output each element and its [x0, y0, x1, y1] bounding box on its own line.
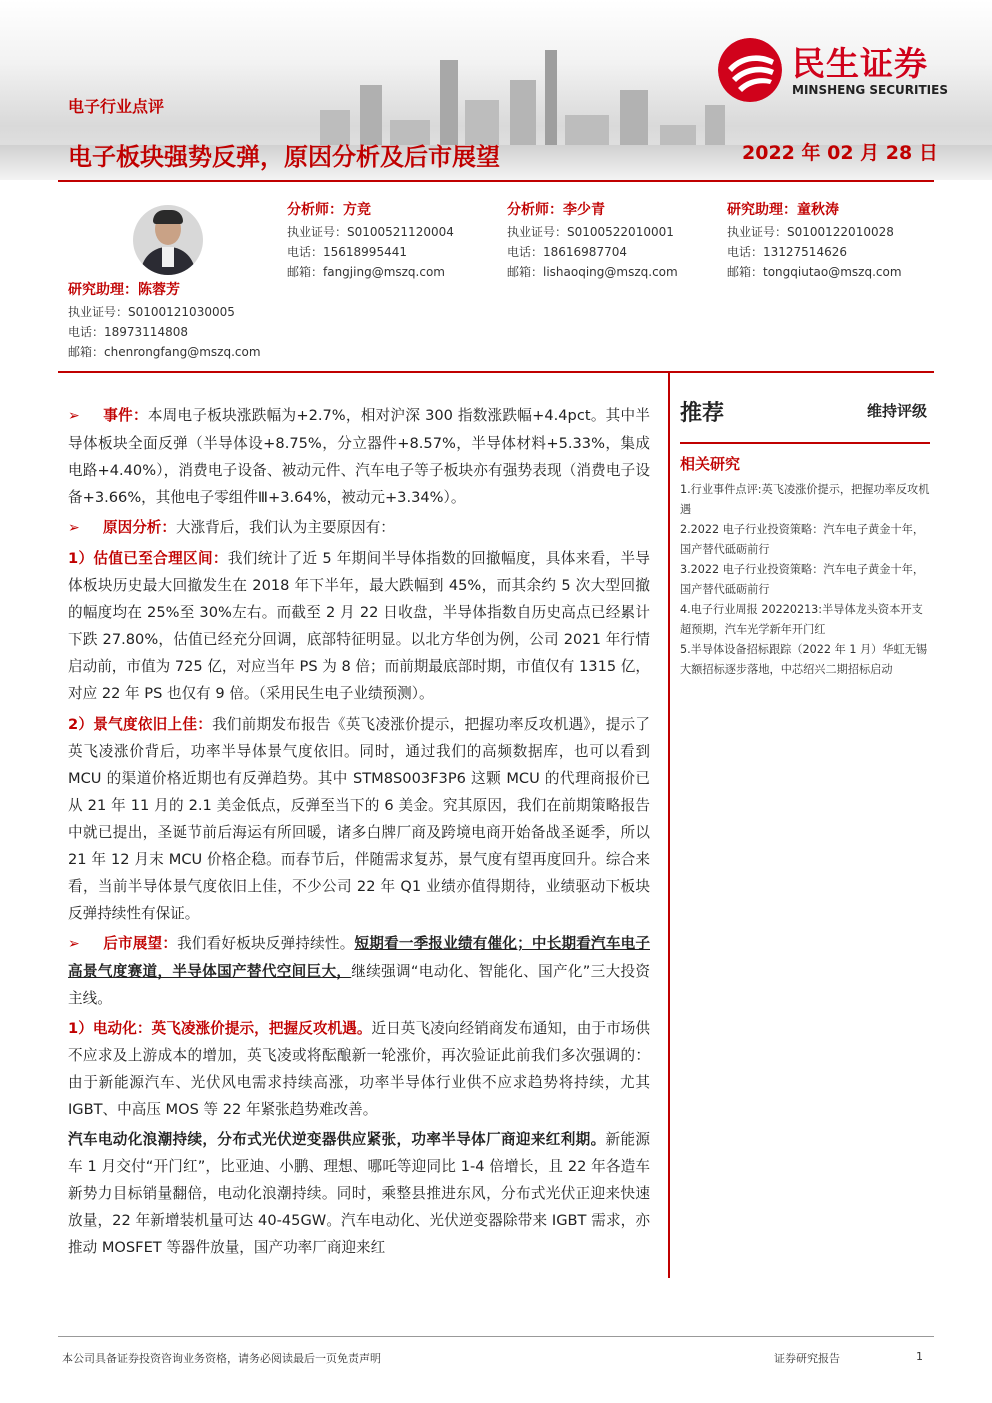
logo-english-text: MINSHENG SECURITIES	[792, 83, 948, 97]
analyst-name: 分析师：方竞	[287, 202, 371, 218]
paragraph-text: 我们统计了近 5 年期间半导体指数的回撤幅度，具体来看，半导体板块历史最大回撤发生在 2018 年下半年，最大跌幅到 45%，而其余约 5 次大型回撤的幅度均在 25%至 30%左右。而截至 2 月 22 日收盘，半导体指数自历史高点已经累计下跌 27.80%，估值已经充分回调，底部特征明显。以北方华创为例，公司 2021 年行情启动前，市值为 725 亿，对应当年 PS 为 8 倍；而前期最底部时期，市值仅有 1315 亿，对应 22 年 PS 也仅有 9 倍。（采用民生电子业绩预测）。	[68, 550, 650, 702]
analyst-phone: 电话：15618995441	[287, 245, 407, 259]
section-label: 原因分析：	[103, 519, 176, 536]
paragraph-prosperity	[68, 711, 650, 927]
arrow-bullet-icon: ➢	[68, 936, 80, 952]
paragraph-text: 大涨背后，我们认为主要原因有：	[175, 519, 395, 536]
analyst-avatar	[133, 205, 203, 275]
sidebar-divider	[680, 442, 930, 444]
section-label: 2）景气度依旧上佳：	[68, 716, 213, 733]
section-label: 后市展望：	[103, 935, 178, 952]
analyst-name: 分析师：李少青	[507, 202, 605, 218]
rating-status: 维持评级	[866, 402, 927, 420]
report-date: 2022 年 02 月 28 日	[742, 142, 938, 164]
analyst-card	[507, 199, 678, 282]
analyst-phone: 电话：18973114808	[68, 325, 188, 339]
report-body	[68, 402, 650, 1264]
analyst-card	[287, 199, 454, 282]
analyst-email: 邮箱：lishaoqing@mszq.com	[507, 265, 678, 279]
related-research-item[interactable]: 2.2022 电子行业投资策略：汽车电子黄金十年，国产替代砥砺前行	[680, 523, 925, 556]
paragraph-outlook	[68, 930, 650, 1012]
footer-report-type: 证券研究报告	[774, 1352, 840, 1365]
related-research-item[interactable]: 5.半导体设备招标跟踪（2022 年 1 月）华虹无锡大额招标逐步落地，中芯绍兴二期招标启动	[680, 643, 928, 676]
logo-chinese-text: 民生证券	[792, 44, 928, 83]
paragraph-event	[68, 402, 650, 511]
analyst-name: 研究助理：童秋涛	[727, 202, 839, 218]
paragraph-reason	[68, 514, 650, 542]
section-label: 1）估值已至合理区间：	[68, 550, 228, 567]
section-label: 1）电动化：	[68, 1020, 152, 1037]
rating-box	[680, 396, 930, 426]
analyst-phone: 电话：18616987704	[507, 245, 627, 259]
analyst-cert: 执业证号：S0100122010028	[727, 225, 894, 239]
related-research-title: 相关研究	[680, 455, 741, 473]
column-divider	[668, 373, 670, 1278]
footer-divider	[58, 1336, 934, 1337]
analyst-cert: 执业证号：S0100521120004	[287, 225, 454, 239]
header-divider	[58, 180, 934, 182]
arrow-bullet-icon: ➢	[68, 520, 80, 536]
paragraph-text: 新能源车 1 月交付“开门红”，比亚迪、小鹏、理想、哪吒等迎同比 1-4 倍增长，且 22 年各造车新势力目标销量翻倍，电动化浪潮持续。同时，乘整县推进东风，分布式光伏正迎来快速放量，22 年新增装机量可达 40-45GW。汽车电动化、光伏逆变器除带来 IGBT 需求，亦推动 MOSFET 等器件放量，国产功率厂商迎来红	[68, 1131, 650, 1256]
analyst-email: 邮箱：fangjing@mszq.com	[287, 265, 445, 279]
analyst-card	[68, 279, 261, 362]
paragraph-emphasis: 短期看一季报业绩有催化；中长期看汽车电子高景气度赛道，半导体国产替代空间巨大，	[68, 935, 650, 980]
content-divider	[58, 371, 934, 373]
page-number: 1	[916, 1350, 923, 1363]
paragraph-ev-wave	[68, 1126, 650, 1261]
paragraph-emphasis: 汽车电动化浪潮持续，分布式光伏逆变器供应紧张，功率半导体厂商迎来红利期。	[68, 1131, 606, 1148]
paragraph-emphasis: 英飞凌涨价提示，把握反攻机遇。	[151, 1020, 372, 1037]
analyst-phone: 电话：13127514626	[727, 245, 847, 259]
analyst-card	[727, 199, 902, 282]
analyst-cert: 执业证号：S0100121030005	[68, 305, 235, 319]
rating-label: 推荐	[680, 401, 725, 426]
arrow-bullet-icon: ➢	[68, 408, 80, 424]
paragraph-text: 我们前期发布报告《英飞凌涨价提示，把握功率反攻机遇》，提示了英飞凌涨价背后，功率半导体景气度依旧。同时，通过我们的高频数据库，也可以看到 MCU 的渠道价格近期也有反弹趋势。其中 STM8S003F3P6 这颗 MCU 的代理商报价已从 21 年 11 月的 2.1 美金低点，反弹至当下的 6 美金。究其原因，我们在前期策略报告中就已提出，圣诞节前后海运有所回暖，诸多白牌厂商及跨境电商开始备战圣诞季，所以 21 年 12 月末 MCU 价格企稳。而春节后，伴随需求复苏，景气度有望再度回升。综合来看，当前半导体景气度依旧上佳，不少公司 22 年 Q1 业绩亦值得期待，业绩驱动下板块反弹持续性有保证。	[68, 716, 651, 922]
report-title: 电子板块强势反弹，原因分析及后市展望	[68, 143, 500, 171]
section-label: 事件：	[103, 407, 148, 424]
paragraph-text: 我们看好板块反弹持续性。	[177, 935, 355, 952]
paragraph-electrification	[68, 1015, 650, 1123]
footer-disclaimer: 本公司具备证券投资咨询业务资格，请务必阅读最后一页免责声明	[62, 1352, 381, 1365]
minsheng-logo-icon	[718, 38, 782, 102]
report-category: 电子行业点评	[68, 97, 165, 116]
related-research-item[interactable]: 4.电子行业周报 20220213:半导体龙头资本开支超预期，汽车光学新年开门红	[680, 603, 923, 636]
paragraph-text: 本周电子板块涨跌幅为+2.7%，相对沪深 300 指数涨跌幅+4.4pct。其中半导体板块全面反弹（半导体设+8.75%，分立器件+8.57%，半导体材料+5.33%，集成电路+4.40%），消费电子设备、被动元件、汽车电子等子板块亦有强势表现（消费电子设备+3.66%，其他电子零组件Ⅲ+3.64%，被动元+3.34%）。	[68, 407, 650, 506]
analyst-email: 邮箱：chenrongfang@mszq.com	[68, 345, 261, 359]
analyst-email: 邮箱：tongqiutao@mszq.com	[727, 265, 902, 279]
paragraph-text: 继续强调“电动化、智能化、国产化”三大投资主线。	[68, 963, 650, 1007]
related-research-list	[680, 480, 930, 680]
analyst-cert: 执业证号：S0100522010001	[507, 225, 674, 239]
paragraph-text: 近日英飞凌向经销商发布通知，由于市场供不应求及上游成本的增加，英飞凌或将酝酿新一轮涨价，再次验证此前我们多次强调的：由于新能源汽车、光伏风电需求持续高涨，功率半导体行业供不应求趋势将持续，尤其 IGBT、中高压 MOS 等 22 年紧张趋势难改善。	[68, 1020, 650, 1118]
company-logo	[718, 38, 968, 104]
analyst-name: 研究助理：陈蓉芳	[68, 282, 180, 298]
related-research-item[interactable]: 1.行业事件点评:英飞凌涨价提示，把握功率反攻机遇	[680, 483, 930, 516]
paragraph-valuation	[68, 545, 650, 707]
related-research-item[interactable]: 3.2022 电子行业投资策略：汽车电子黄金十年，国产替代砥砺前行	[680, 563, 925, 596]
